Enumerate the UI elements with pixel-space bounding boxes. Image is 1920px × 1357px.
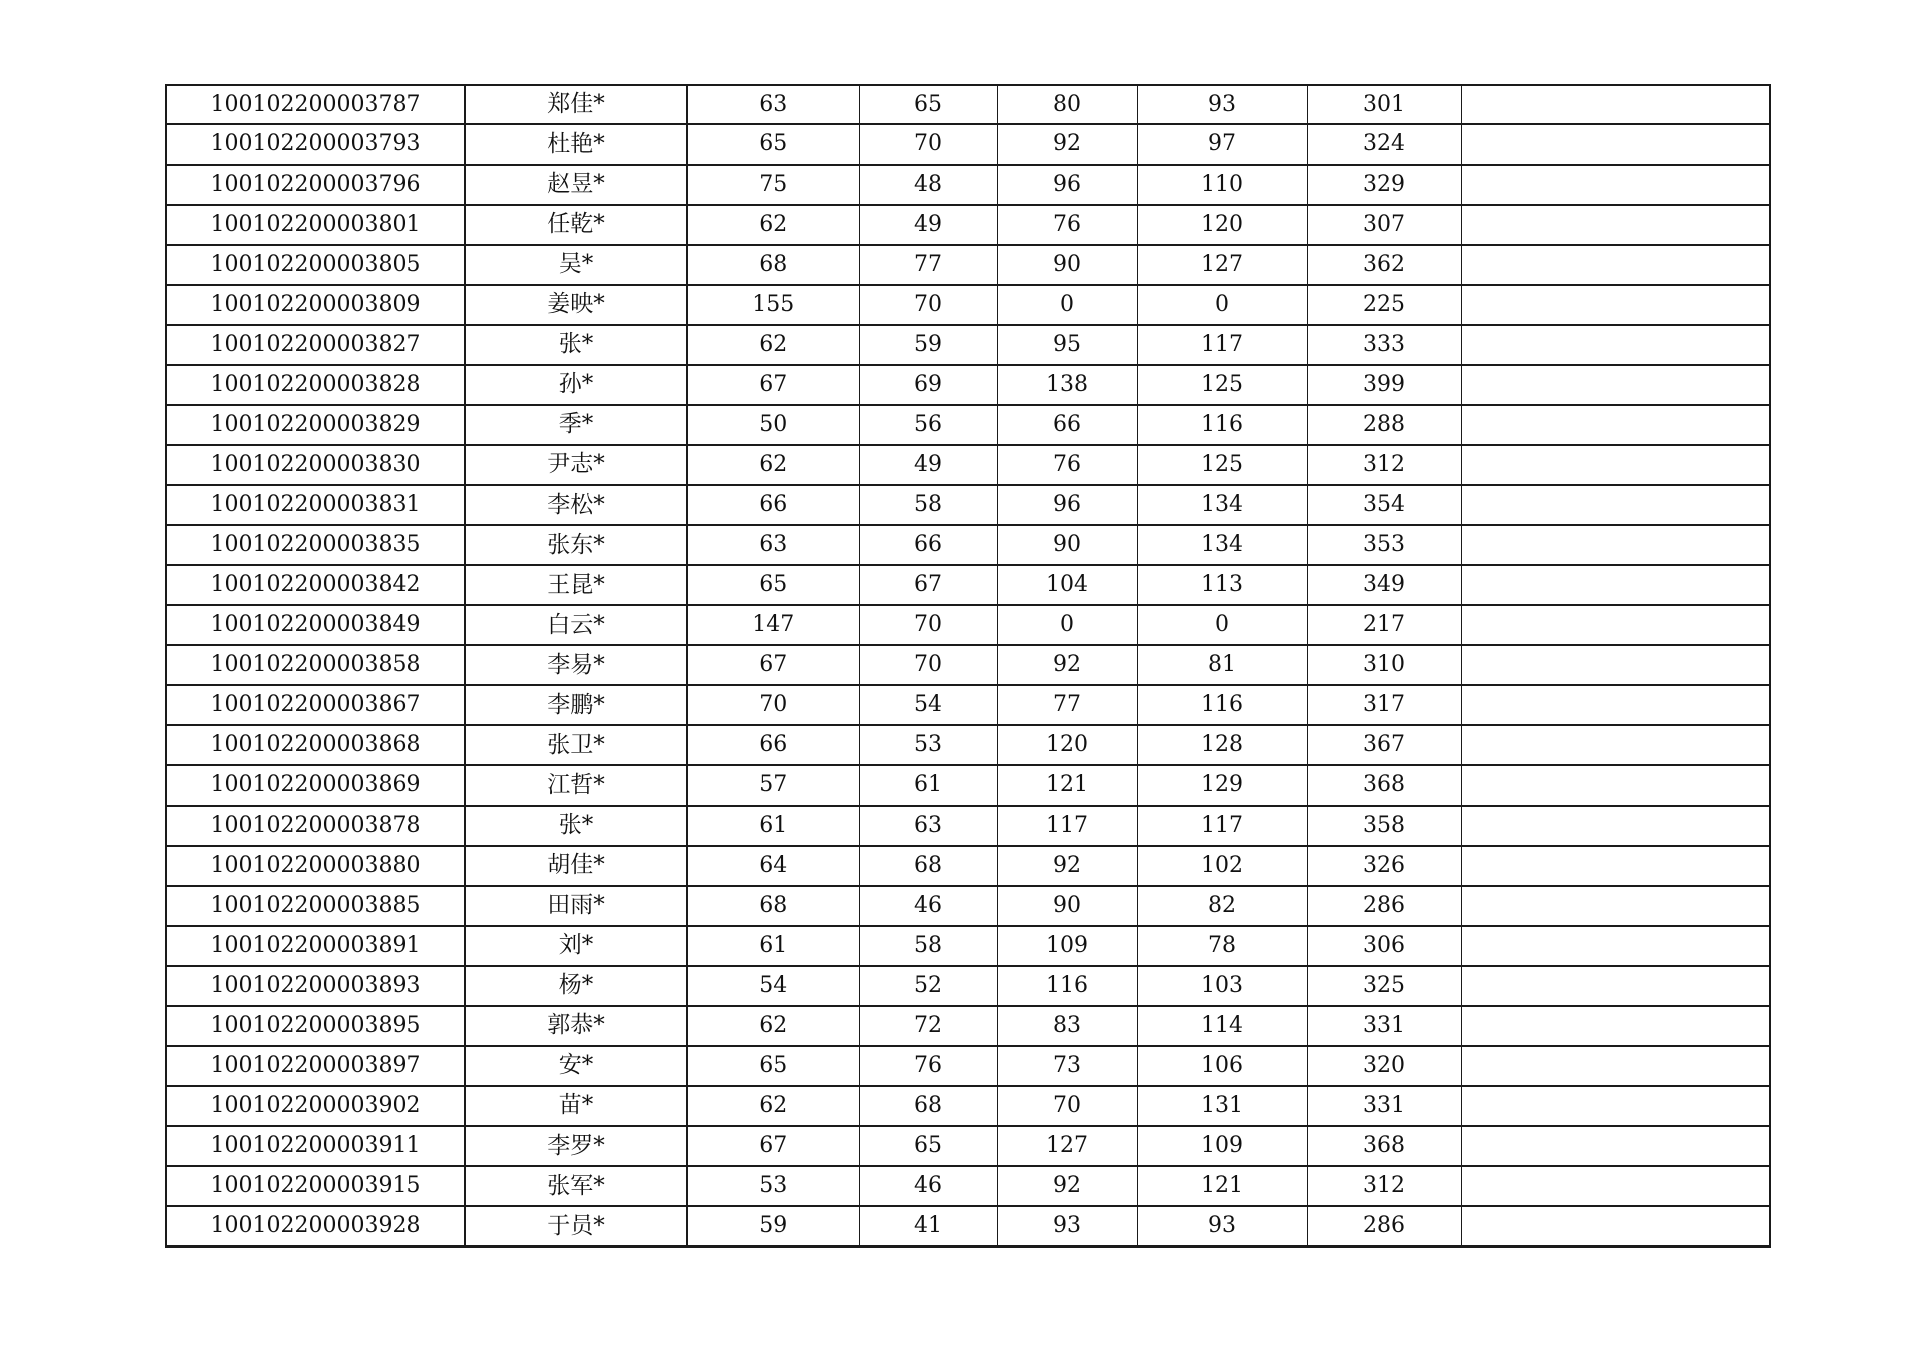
- name-cell: 安*: [465, 1046, 687, 1086]
- candidate-id-cell: 100102200003827: [167, 325, 465, 365]
- score-4-cell: 116: [1137, 685, 1307, 725]
- score-1-cell: 66: [687, 725, 859, 765]
- table-row: [167, 1166, 1769, 1206]
- candidate-id-cell: 100102200003902: [167, 1086, 465, 1126]
- table-row: [167, 685, 1769, 725]
- score-1-cell: 68: [687, 245, 859, 285]
- score-4-cell: 109: [1137, 1126, 1307, 1166]
- score-1-cell: 155: [687, 285, 859, 325]
- score-3-cell: 104: [997, 565, 1137, 605]
- table-row: [167, 846, 1769, 886]
- score-1-cell: 50: [687, 405, 859, 445]
- score-3-cell: 138: [997, 365, 1137, 405]
- score-2-cell: 46: [859, 886, 997, 926]
- score-4-cell: 110: [1137, 165, 1307, 205]
- total-score-cell: 368: [1307, 765, 1461, 805]
- score-1-cell: 67: [687, 645, 859, 685]
- name-cell: 张*: [465, 325, 687, 365]
- name-cell: 苗*: [465, 1086, 687, 1126]
- remark-cell: [1461, 325, 1769, 365]
- table-row: [167, 485, 1769, 525]
- score-3-cell: 109: [997, 926, 1137, 966]
- remark-cell: [1461, 445, 1769, 485]
- table-row: [167, 605, 1769, 645]
- score-2-cell: 52: [859, 966, 997, 1006]
- remark-cell: [1461, 605, 1769, 645]
- candidate-id-cell: 100102200003869: [167, 765, 465, 805]
- score-3-cell: 117: [997, 806, 1137, 846]
- score-3-cell: 121: [997, 765, 1137, 805]
- score-4-cell: 82: [1137, 886, 1307, 926]
- remark-cell: [1461, 165, 1769, 205]
- candidate-id-cell: 100102200003849: [167, 605, 465, 645]
- table-row: [167, 1006, 1769, 1046]
- score-1-cell: 62: [687, 1006, 859, 1046]
- candidate-id-cell: 100102200003897: [167, 1046, 465, 1086]
- remark-cell: [1461, 806, 1769, 846]
- total-score-cell: 217: [1307, 605, 1461, 645]
- name-cell: 杜艳*: [465, 124, 687, 164]
- score-1-cell: 70: [687, 685, 859, 725]
- score-1-cell: 68: [687, 886, 859, 926]
- score-2-cell: 72: [859, 1006, 997, 1046]
- score-4-cell: 125: [1137, 365, 1307, 405]
- score-4-cell: 121: [1137, 1166, 1307, 1206]
- score-3-cell: 95: [997, 325, 1137, 365]
- score-2-cell: 68: [859, 846, 997, 886]
- total-score-cell: 362: [1307, 245, 1461, 285]
- score-1-cell: 64: [687, 846, 859, 886]
- table-row: [167, 565, 1769, 605]
- total-score-cell: 358: [1307, 806, 1461, 846]
- candidate-id-cell: 100102200003801: [167, 205, 465, 245]
- candidate-id-cell: 100102200003880: [167, 846, 465, 886]
- name-cell: 李易*: [465, 645, 687, 685]
- score-4-cell: 127: [1137, 245, 1307, 285]
- table-row: [167, 806, 1769, 846]
- remark-cell: [1461, 886, 1769, 926]
- total-score-cell: 310: [1307, 645, 1461, 685]
- score-2-cell: 65: [859, 1126, 997, 1166]
- score-1-cell: 53: [687, 1166, 859, 1206]
- score-4-cell: 106: [1137, 1046, 1307, 1086]
- score-1-cell: 62: [687, 445, 859, 485]
- name-cell: 郑佳*: [465, 86, 687, 124]
- score-table-body: [167, 86, 1769, 1246]
- candidate-id-cell: 100102200003835: [167, 525, 465, 565]
- total-score-cell: 325: [1307, 966, 1461, 1006]
- table-row: [167, 285, 1769, 325]
- name-cell: 张东*: [465, 525, 687, 565]
- score-4-cell: 128: [1137, 725, 1307, 765]
- score-3-cell: 83: [997, 1006, 1137, 1046]
- total-score-cell: 288: [1307, 405, 1461, 445]
- score-4-cell: 102: [1137, 846, 1307, 886]
- total-score-cell: 306: [1307, 926, 1461, 966]
- score-4-cell: 103: [1137, 966, 1307, 1006]
- score-table: [167, 86, 1769, 1246]
- remark-cell: [1461, 405, 1769, 445]
- table-row: [167, 645, 1769, 685]
- remark-cell: [1461, 525, 1769, 565]
- score-3-cell: 0: [997, 605, 1137, 645]
- name-cell: 赵昱*: [465, 165, 687, 205]
- total-score-cell: 354: [1307, 485, 1461, 525]
- score-3-cell: 92: [997, 1166, 1137, 1206]
- remark-cell: [1461, 846, 1769, 886]
- score-3-cell: 70: [997, 1086, 1137, 1126]
- table-row: [167, 245, 1769, 285]
- remark-cell: [1461, 565, 1769, 605]
- candidate-id-cell: 100102200003891: [167, 926, 465, 966]
- total-score-cell: 349: [1307, 565, 1461, 605]
- score-3-cell: 90: [997, 886, 1137, 926]
- score-3-cell: 92: [997, 124, 1137, 164]
- score-2-cell: 54: [859, 685, 997, 725]
- name-cell: 王昆*: [465, 565, 687, 605]
- name-cell: 田雨*: [465, 886, 687, 926]
- score-2-cell: 49: [859, 205, 997, 245]
- score-3-cell: 116: [997, 966, 1137, 1006]
- remark-cell: [1461, 86, 1769, 124]
- candidate-id-cell: 100102200003842: [167, 565, 465, 605]
- candidate-id-cell: 100102200003915: [167, 1166, 465, 1206]
- score-1-cell: 75: [687, 165, 859, 205]
- score-1-cell: 62: [687, 205, 859, 245]
- score-3-cell: 96: [997, 485, 1137, 525]
- score-3-cell: 120: [997, 725, 1137, 765]
- score-2-cell: 61: [859, 765, 997, 805]
- score-4-cell: 125: [1137, 445, 1307, 485]
- remark-cell: [1461, 1206, 1769, 1245]
- score-1-cell: 66: [687, 485, 859, 525]
- name-cell: 李松*: [465, 485, 687, 525]
- score-1-cell: 59: [687, 1206, 859, 1245]
- score-1-cell: 54: [687, 966, 859, 1006]
- table-row: [167, 1206, 1769, 1245]
- score-4-cell: 97: [1137, 124, 1307, 164]
- name-cell: 江哲*: [465, 765, 687, 805]
- candidate-id-cell: 100102200003867: [167, 685, 465, 725]
- table-row: [167, 445, 1769, 485]
- score-2-cell: 63: [859, 806, 997, 846]
- candidate-id-cell: 100102200003893: [167, 966, 465, 1006]
- candidate-id-cell: 100102200003809: [167, 285, 465, 325]
- score-3-cell: 90: [997, 245, 1137, 285]
- score-2-cell: 58: [859, 485, 997, 525]
- remark-cell: [1461, 205, 1769, 245]
- remark-cell: [1461, 1166, 1769, 1206]
- candidate-id-cell: 100102200003885: [167, 886, 465, 926]
- score-3-cell: 77: [997, 685, 1137, 725]
- score-1-cell: 65: [687, 1046, 859, 1086]
- table-row: [167, 124, 1769, 164]
- score-3-cell: 93: [997, 1206, 1137, 1245]
- total-score-cell: 312: [1307, 1166, 1461, 1206]
- remark-cell: [1461, 485, 1769, 525]
- score-2-cell: 48: [859, 165, 997, 205]
- score-2-cell: 53: [859, 725, 997, 765]
- table-row: [167, 86, 1769, 124]
- score-4-cell: 116: [1137, 405, 1307, 445]
- score-2-cell: 76: [859, 1046, 997, 1086]
- score-2-cell: 59: [859, 325, 997, 365]
- total-score-cell: 329: [1307, 165, 1461, 205]
- candidate-id-cell: 100102200003868: [167, 725, 465, 765]
- table-row: [167, 205, 1769, 245]
- score-1-cell: 65: [687, 124, 859, 164]
- name-cell: 张军*: [465, 1166, 687, 1206]
- table-row: [167, 405, 1769, 445]
- total-score-cell: 324: [1307, 124, 1461, 164]
- score-table-frame: [165, 84, 1771, 1248]
- score-4-cell: 131: [1137, 1086, 1307, 1126]
- name-cell: 吴*: [465, 245, 687, 285]
- candidate-id-cell: 100102200003831: [167, 485, 465, 525]
- score-3-cell: 92: [997, 645, 1137, 685]
- score-2-cell: 41: [859, 1206, 997, 1245]
- table-row: [167, 1046, 1769, 1086]
- score-1-cell: 63: [687, 525, 859, 565]
- score-2-cell: 70: [859, 124, 997, 164]
- score-1-cell: 67: [687, 365, 859, 405]
- remark-cell: [1461, 966, 1769, 1006]
- name-cell: 张卫*: [465, 725, 687, 765]
- remark-cell: [1461, 124, 1769, 164]
- candidate-id-cell: 100102200003805: [167, 245, 465, 285]
- name-cell: 白云*: [465, 605, 687, 645]
- score-1-cell: 61: [687, 806, 859, 846]
- name-cell: 于员*: [465, 1206, 687, 1245]
- score-3-cell: 96: [997, 165, 1137, 205]
- score-4-cell: 93: [1137, 1206, 1307, 1245]
- candidate-id-cell: 100102200003830: [167, 445, 465, 485]
- score-2-cell: 58: [859, 926, 997, 966]
- name-cell: 姜映*: [465, 285, 687, 325]
- score-2-cell: 69: [859, 365, 997, 405]
- score-3-cell: 90: [997, 525, 1137, 565]
- table-row: [167, 966, 1769, 1006]
- name-cell: 张*: [465, 806, 687, 846]
- name-cell: 刘*: [465, 926, 687, 966]
- remark-cell: [1461, 725, 1769, 765]
- total-score-cell: 307: [1307, 205, 1461, 245]
- score-3-cell: 127: [997, 1126, 1137, 1166]
- candidate-id-cell: 100102200003895: [167, 1006, 465, 1046]
- score-1-cell: 65: [687, 565, 859, 605]
- remark-cell: [1461, 926, 1769, 966]
- table-row: [167, 725, 1769, 765]
- candidate-id-cell: 100102200003911: [167, 1126, 465, 1166]
- score-4-cell: 117: [1137, 325, 1307, 365]
- score-3-cell: 73: [997, 1046, 1137, 1086]
- total-score-cell: 331: [1307, 1006, 1461, 1046]
- total-score-cell: 317: [1307, 685, 1461, 725]
- score-1-cell: 147: [687, 605, 859, 645]
- score-2-cell: 68: [859, 1086, 997, 1126]
- score-2-cell: 67: [859, 565, 997, 605]
- total-score-cell: 312: [1307, 445, 1461, 485]
- score-4-cell: 81: [1137, 645, 1307, 685]
- score-4-cell: 0: [1137, 605, 1307, 645]
- total-score-cell: 326: [1307, 846, 1461, 886]
- score-1-cell: 62: [687, 1086, 859, 1126]
- score-1-cell: 61: [687, 926, 859, 966]
- score-4-cell: 93: [1137, 86, 1307, 124]
- name-cell: 胡佳*: [465, 846, 687, 886]
- score-2-cell: 49: [859, 445, 997, 485]
- score-4-cell: 0: [1137, 285, 1307, 325]
- table-row: [167, 325, 1769, 365]
- score-3-cell: 66: [997, 405, 1137, 445]
- name-cell: 李罗*: [465, 1126, 687, 1166]
- remark-cell: [1461, 365, 1769, 405]
- table-row: [167, 365, 1769, 405]
- score-2-cell: 46: [859, 1166, 997, 1206]
- remark-cell: [1461, 765, 1769, 805]
- remark-cell: [1461, 245, 1769, 285]
- score-3-cell: 76: [997, 445, 1137, 485]
- candidate-id-cell: 100102200003796: [167, 165, 465, 205]
- name-cell: 杨*: [465, 966, 687, 1006]
- total-score-cell: 399: [1307, 365, 1461, 405]
- remark-cell: [1461, 1006, 1769, 1046]
- remark-cell: [1461, 685, 1769, 725]
- candidate-id-cell: 100102200003793: [167, 124, 465, 164]
- candidate-id-cell: 100102200003928: [167, 1206, 465, 1245]
- name-cell: 李鹏*: [465, 685, 687, 725]
- total-score-cell: 331: [1307, 1086, 1461, 1126]
- total-score-cell: 225: [1307, 285, 1461, 325]
- score-2-cell: 65: [859, 86, 997, 124]
- score-2-cell: 70: [859, 645, 997, 685]
- candidate-id-cell: 100102200003828: [167, 365, 465, 405]
- score-2-cell: 77: [859, 245, 997, 285]
- score-3-cell: 80: [997, 86, 1137, 124]
- total-score-cell: 286: [1307, 886, 1461, 926]
- score-4-cell: 114: [1137, 1006, 1307, 1046]
- score-1-cell: 57: [687, 765, 859, 805]
- total-score-cell: 320: [1307, 1046, 1461, 1086]
- total-score-cell: 368: [1307, 1126, 1461, 1166]
- candidate-id-cell: 100102200003787: [167, 86, 465, 124]
- remark-cell: [1461, 1126, 1769, 1166]
- score-2-cell: 56: [859, 405, 997, 445]
- score-2-cell: 70: [859, 605, 997, 645]
- table-row: [167, 886, 1769, 926]
- score-4-cell: 134: [1137, 485, 1307, 525]
- name-cell: 孙*: [465, 365, 687, 405]
- score-3-cell: 0: [997, 285, 1137, 325]
- total-score-cell: 286: [1307, 1206, 1461, 1245]
- name-cell: 季*: [465, 405, 687, 445]
- remark-cell: [1461, 1086, 1769, 1126]
- score-1-cell: 67: [687, 1126, 859, 1166]
- name-cell: 任乾*: [465, 205, 687, 245]
- candidate-id-cell: 100102200003829: [167, 405, 465, 445]
- table-row: [167, 165, 1769, 205]
- score-3-cell: 92: [997, 846, 1137, 886]
- name-cell: 郭恭*: [465, 1006, 687, 1046]
- table-row: [167, 926, 1769, 966]
- remark-cell: [1461, 1046, 1769, 1086]
- score-2-cell: 66: [859, 525, 997, 565]
- score-1-cell: 62: [687, 325, 859, 365]
- table-row: [167, 1086, 1769, 1126]
- remark-cell: [1461, 645, 1769, 685]
- score-4-cell: 129: [1137, 765, 1307, 805]
- score-3-cell: 76: [997, 205, 1137, 245]
- total-score-cell: 333: [1307, 325, 1461, 365]
- total-score-cell: 353: [1307, 525, 1461, 565]
- total-score-cell: 367: [1307, 725, 1461, 765]
- score-4-cell: 134: [1137, 525, 1307, 565]
- table-row: [167, 1126, 1769, 1166]
- score-1-cell: 63: [687, 86, 859, 124]
- name-cell: 尹志*: [465, 445, 687, 485]
- total-score-cell: 301: [1307, 86, 1461, 124]
- score-4-cell: 117: [1137, 806, 1307, 846]
- score-2-cell: 70: [859, 285, 997, 325]
- table-row: [167, 525, 1769, 565]
- score-4-cell: 120: [1137, 205, 1307, 245]
- candidate-id-cell: 100102200003858: [167, 645, 465, 685]
- table-row: [167, 765, 1769, 805]
- score-4-cell: 113: [1137, 565, 1307, 605]
- remark-cell: [1461, 285, 1769, 325]
- score-4-cell: 78: [1137, 926, 1307, 966]
- candidate-id-cell: 100102200003878: [167, 806, 465, 846]
